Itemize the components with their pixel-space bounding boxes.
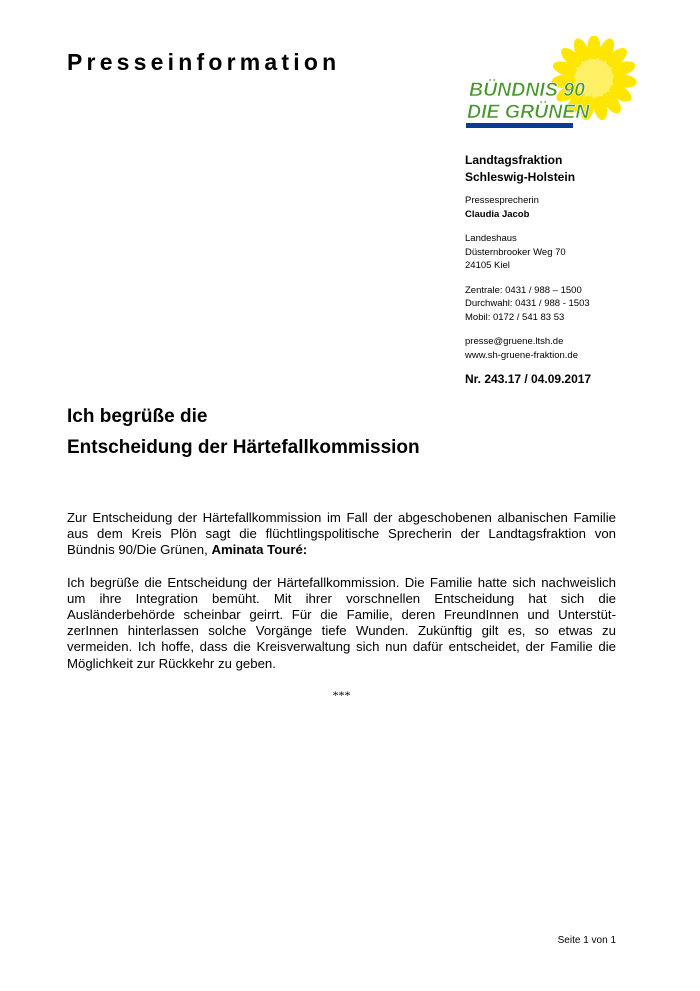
address-line-2: Düsternbrooker Weg 70: [465, 246, 566, 258]
spokesperson-name: Claudia Jacob: [465, 208, 530, 220]
headline-line-2: Entscheidung der Härtefallkommission: [67, 437, 420, 458]
phone-main: Zentrale: 0431 / 988 – 1500: [465, 284, 582, 296]
phone-block: [465, 284, 665, 325]
address-block: [465, 232, 665, 273]
intro-text: Zur Entscheidung der Härtefallkommission im Fall der abgeschobenen albanischen Familie aus dem Kreis Plön sagt die flüchtlingspolitische Sprecherin der Landtagsfraktion von Bündnis 90/Die Grünen,: [67, 510, 616, 558]
address-line-3: 24105 Kiel: [465, 260, 510, 271]
spokesperson-role: Pressesprecherin: [465, 195, 539, 206]
article-body: [67, 510, 616, 688]
website-link[interactable]: www.sh-gruene-fraktion.de: [465, 349, 578, 361]
document-title: Presseinformation: [67, 49, 341, 75]
phone-mobile: Mobil: 0172 / 541 83 53: [465, 311, 565, 323]
section-separator: ***: [332, 688, 351, 702]
press-release-number: Nr. 243.17 / 04.09.2017: [465, 372, 592, 386]
page-number: Seite 1 von 1: [557, 935, 616, 946]
phone-direct: Durchwahl: 0431 / 988 - 1503: [465, 298, 590, 309]
organisation: [465, 152, 665, 186]
headline-line-1: Ich begrüße die: [67, 406, 208, 427]
speaker-name: Aminata Touré:: [211, 542, 308, 558]
organisation-line-2: Schleswig-Holstein: [465, 170, 576, 184]
spokesperson-block: [465, 194, 665, 221]
address-line-1: Landeshaus: [465, 233, 517, 244]
article-headline: [67, 401, 627, 463]
contact-sidebar: [465, 152, 665, 387]
organisation-line-1: Landtagsfraktion: [465, 153, 563, 167]
email-link[interactable]: presse@gruene.ltsh.de: [465, 336, 564, 347]
logo-line-1: BÜNDNIS 90: [469, 79, 585, 101]
logo-underline-bar: [466, 123, 573, 128]
intro-paragraph: [67, 510, 616, 559]
buendnis-90-die-gruenen-logo: [464, 36, 640, 134]
logo-line-2: DIE GRÜNEN: [467, 101, 590, 123]
online-block: [465, 335, 665, 362]
statement-paragraph: Ich begrüße die Entscheidung der Härtefallkommission. Die Familie hatte sich nachweislich um ihre Integration bemüht. Mit ihrer vorschnellen Entscheidung hat sich die Ausländerbehörde scheinbar geirrt. Für die Familie, deren FreundInnen und UnterstützerInnen hinterlassen solche Vorgänge tiefe Wunden. Zukünftig gilt es, so etwas zu vermeiden. Ich hoffe, dass die Kreisverwaltung sich nun dafür entscheidet, der Familie die Möglichkeit zur Rückkehr zu geben.: [67, 574, 616, 671]
